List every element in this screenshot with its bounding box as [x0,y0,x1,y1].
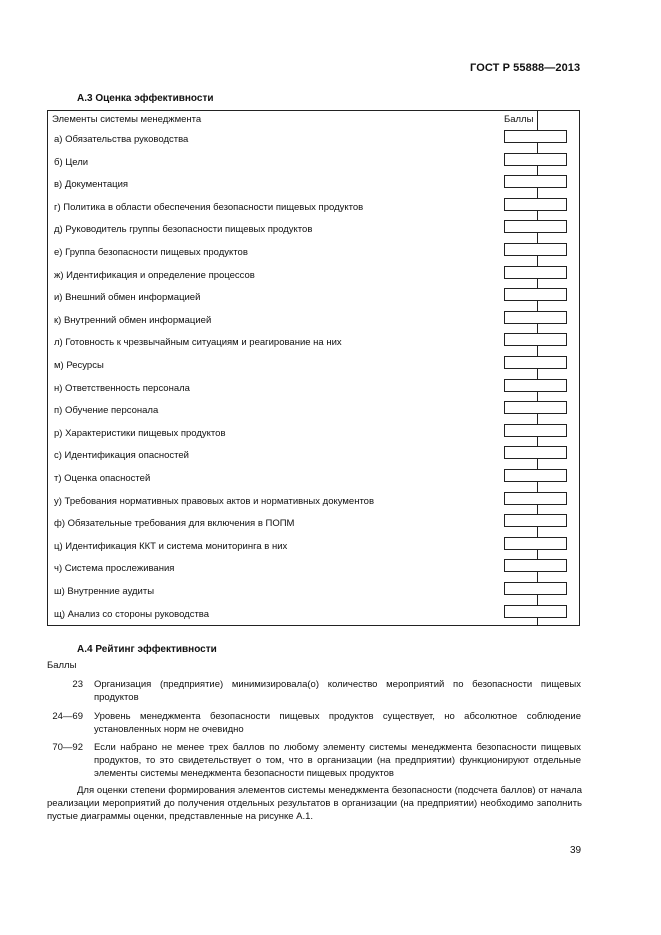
element-label: с) Идентификация опасностей [54,450,189,462]
column-header-elements: Элементы системы менеджмента [52,114,202,125]
section-a3-title: А.3 Оценка эффективности [77,93,214,104]
element-label: н) Ответственность персонала [54,382,190,394]
rating-range: 70—92 [52,742,83,753]
element-label: р) Характеристики пищевых продуктов [54,427,226,439]
score-input-box[interactable] [504,401,567,414]
score-input-box[interactable] [504,605,567,618]
element-label: м) Ресурсы [54,360,104,371]
score-input-box[interactable] [504,492,567,505]
element-label: п) Обучение персонала [54,405,159,417]
table-row [48,423,579,446]
table-row [48,558,579,581]
table-row [48,265,579,288]
element-label: ч) Система прослеживания [54,563,175,575]
element-label: у) Требования нормативных правовых актов и нормативных документов [54,495,375,507]
score-input-box[interactable] [504,424,567,437]
table-row [48,287,579,310]
score-input-box[interactable] [504,243,567,256]
table-row [48,355,579,378]
table-row [48,491,579,514]
element-label: д) Руководитель группы безопасности пищевых продуктов [54,224,313,236]
score-input-box[interactable] [504,266,567,279]
score-input-box[interactable] [504,130,567,143]
rating-range: 24—69 [52,711,83,722]
rating-scores-label: Баллы [47,660,77,671]
table-row [48,445,579,468]
score-input-box[interactable] [504,356,567,369]
table-row [48,581,579,604]
closing-paragraph: Для оценки степени формирования элементов системы менеджмента безопасности (подсчета баллов) от начала реализации мероприятий до получения отдельных результатов в организации (на предприятии) необходимо заполнить пустые диаграммы оценки, представленные на рисунке А.1. [47,785,582,822]
score-input-box[interactable] [504,559,567,572]
score-input-box[interactable] [504,311,567,324]
element-label: в) Документация [54,179,129,191]
element-label: ц) Идентификация ККТ и система мониторинга в них [54,540,288,552]
score-input-box[interactable] [504,379,567,392]
element-label: б) Цели [54,156,89,168]
table-row [48,174,579,197]
element-label: ж) Идентификация и определение процессов [54,269,255,281]
table-row [48,152,579,175]
score-input-box[interactable] [504,537,567,550]
score-input-box[interactable] [504,514,567,527]
score-input-box[interactable] [504,469,567,482]
table-row [48,468,579,491]
table-row [48,378,579,401]
table-row [48,129,579,152]
table-row [48,242,579,265]
element-label: щ) Анализ со стороны руководства [54,608,210,620]
score-input-box[interactable] [504,153,567,166]
score-input-box[interactable] [504,582,567,595]
rating-description: Уровень менеджмента безопасности пищевых продуктов существует, но абсолютное соблюдение установленных норм не очевидно [94,711,581,735]
element-label: т) Оценка опасностей [54,473,151,484]
score-input-box[interactable] [504,175,567,188]
score-input-box[interactable] [504,198,567,211]
page-number: 39 [570,845,582,856]
table-row [48,604,579,627]
table-row [48,332,579,355]
section-a4-title: А.4 Рейтинг эффективности [77,644,217,655]
rating-description: Если набрано не менее трех баллов по любому элементу системы менеджмента безопасности пищевых продуктов, то это свидетельствует о том, что в организации (на предприятии) функционируют отдельные элементы системы менеджмента безопасности пищевых продуктов [94,742,581,779]
element-label: к) Внутренний обмен информацией [54,314,212,326]
column-header-scores: Баллы [504,114,534,125]
table-row [48,513,579,536]
rating-range: 23 [72,679,83,690]
score-input-box[interactable] [504,220,567,233]
element-label: г) Политика в области обеспечения безопасности пищевых продуктов [54,201,364,213]
score-input-box[interactable] [504,288,567,301]
element-label: л) Готовность к чрезвычайным ситуациям и реагирование на них [54,337,342,349]
table-row [48,219,579,242]
element-label: и) Внешний обмен информацией [54,292,201,304]
table-row [48,310,579,333]
element-label: а) Обязательства руководства [54,134,189,145]
element-label: ш) Внутренние аудиты [54,586,155,597]
document-code: ГОСТ Р 55888—2013 [470,62,581,74]
element-label: е) Группа безопасности пищевых продуктов [54,247,248,258]
element-label: ф) Обязательные требования для включения в ПОПМ [54,518,295,530]
table-row [48,536,579,559]
score-input-box[interactable] [504,446,567,459]
assessment-table [47,110,580,626]
table-row [48,197,579,220]
table-row [48,400,579,423]
score-input-box[interactable] [504,333,567,346]
rating-description: Организация (предприятие) минимизировала(о) количество мероприятий по безопасности пищевых продуктов [94,679,581,703]
